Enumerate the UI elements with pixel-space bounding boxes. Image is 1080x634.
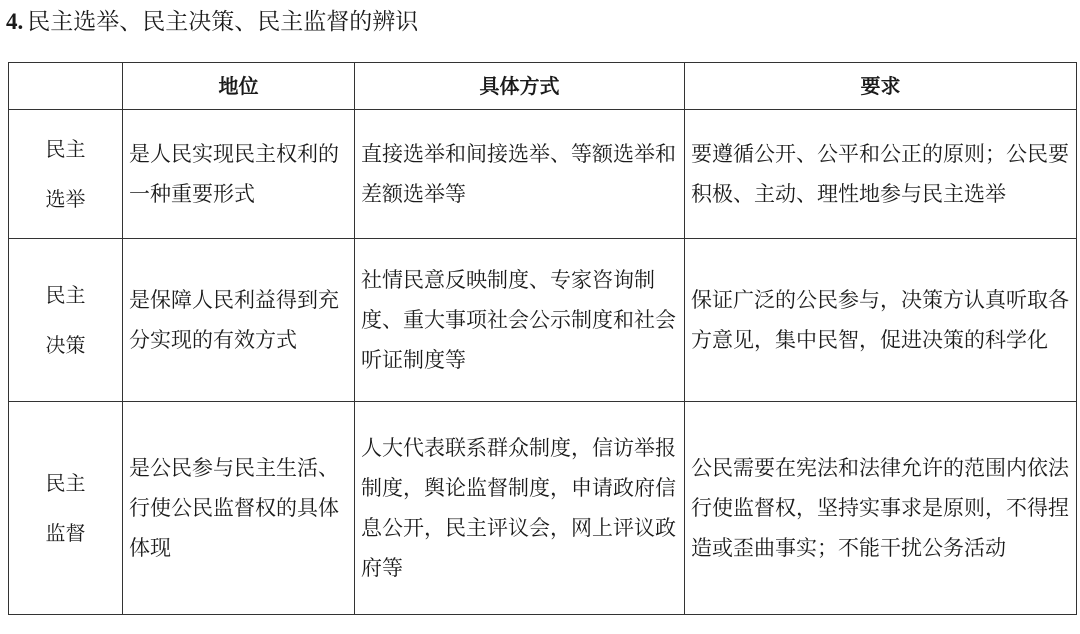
table-row (9, 110, 1077, 239)
row-label-line: 民主 (45, 283, 86, 307)
page-title (6, 4, 418, 40)
row-label-line: 民主 (45, 471, 86, 495)
position-cell: 是人民实现民主权利的一种重要形式 (123, 110, 355, 239)
method-cell: 社情民意反映制度、专家咨询制度、重大事项社会公示制度和社会听证制度等 (355, 239, 685, 402)
method-cell: 直接选举和间接选举、等额选举和差额选举等 (355, 110, 685, 239)
row-label-line: 选举 (45, 187, 86, 211)
method-cell: 人大代表联系群众制度，信访举报制度，舆论监督制度，申请政府信息公开，民主评议会，网上评议政府等 (355, 402, 685, 615)
comparison-table (8, 62, 1077, 615)
row-label-line: 监督 (45, 521, 86, 545)
header-empty-cell (9, 63, 123, 110)
row-label (9, 239, 123, 402)
position-cell: 是保障人民利益得到充分实现的有效方式 (123, 239, 355, 402)
header-method: 具体方式 (355, 63, 685, 110)
requirement-cell: 要遵循公开、公平和公正的原则；公民要积极、主动、理性地参与民主选举 (685, 110, 1077, 239)
requirement-cell: 保证广泛的公民参与，决策方认真听取各方意见，集中民智，促进决策的科学化 (685, 239, 1077, 402)
header-position: 地位 (123, 63, 355, 110)
row-label (9, 402, 123, 615)
table-row (9, 402, 1077, 615)
position-cell: 是公民参与民主生活、行使公民监督权的具体体现 (123, 402, 355, 615)
row-label-line: 决策 (45, 333, 86, 357)
header-row (9, 63, 1077, 110)
table-row (9, 239, 1077, 402)
section-number: 4. (6, 9, 24, 34)
header-requirement: 要求 (685, 63, 1077, 110)
row-label (9, 110, 123, 239)
row-label-line: 民主 (45, 137, 86, 161)
requirement-cell: 公民需要在宪法和法律允许的范围内依法行使监督权，坚持实事求是原则，不得捏造或歪曲事实；不能干扰公务活动 (685, 402, 1077, 615)
section-title-text: 民主选举、民主决策、民主监督的辨识 (27, 9, 419, 35)
